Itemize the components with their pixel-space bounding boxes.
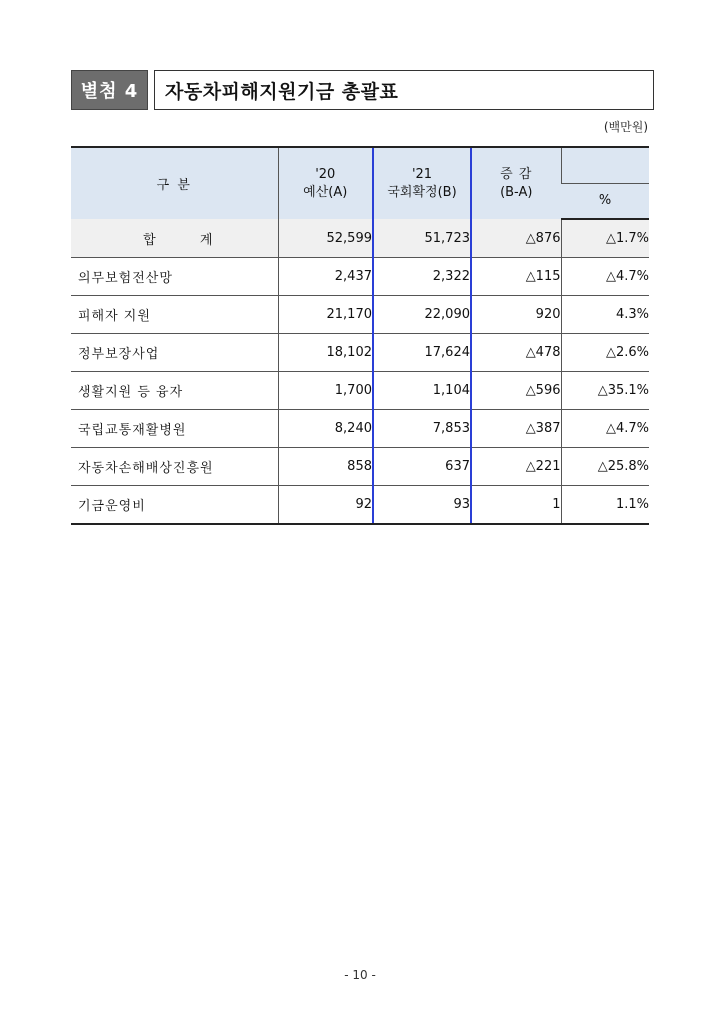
cell-change: △387	[471, 410, 561, 448]
unit-label: (백만원)	[603, 120, 648, 134]
row-label: 국립교통재활병원	[71, 410, 278, 448]
cell-percent: 4.3%	[561, 296, 649, 334]
page-number: - 10 -	[344, 968, 376, 982]
cell-percent: △25.8%	[561, 448, 649, 486]
cell-budget-2020: 18,102	[278, 334, 373, 372]
attachment-badge: 별첨 4	[71, 70, 148, 110]
table-row	[71, 334, 649, 372]
header-change-blank	[561, 147, 649, 183]
cell-confirmed-2021: 17,624	[373, 334, 471, 372]
cell-change: △876	[471, 219, 561, 258]
cell-budget-2020: 8,240	[278, 410, 373, 448]
title-row	[71, 70, 654, 110]
cell-change: △596	[471, 372, 561, 410]
header-budget-2020: '20 예산(A)	[278, 147, 373, 219]
header-confirmed-2021: '21 국회확정(B)	[373, 147, 471, 219]
table-row	[71, 296, 649, 334]
cell-confirmed-2021: 93	[373, 486, 471, 525]
cell-confirmed-2021: 1,104	[373, 372, 471, 410]
row-label: 자동차손해배상진흥원	[71, 448, 278, 486]
cell-budget-2020: 1,700	[278, 372, 373, 410]
cell-percent: △35.1%	[561, 372, 649, 410]
cell-budget-2020: 858	[278, 448, 373, 486]
table-row	[71, 410, 649, 448]
row-label: 합 계	[71, 219, 278, 258]
row-label: 정부보장사업	[71, 334, 278, 372]
cell-percent: △4.7%	[561, 410, 649, 448]
cell-change: 1	[471, 486, 561, 525]
header-percent: %	[561, 183, 649, 219]
total-row	[71, 219, 649, 258]
cell-change: △221	[471, 448, 561, 486]
cell-confirmed-2021: 637	[373, 448, 471, 486]
row-label: 의무보험전산망	[71, 258, 278, 296]
cell-percent: △4.7%	[561, 258, 649, 296]
header-category: 구 분	[71, 147, 278, 219]
table-row	[71, 258, 649, 296]
cell-confirmed-2021: 2,322	[373, 258, 471, 296]
cell-change: 920	[471, 296, 561, 334]
cell-confirmed-2021: 51,723	[373, 219, 471, 258]
cell-budget-2020: 52,599	[278, 219, 373, 258]
cell-confirmed-2021: 7,853	[373, 410, 471, 448]
cell-percent: 1.1%	[561, 486, 649, 525]
cell-percent: △1.7%	[561, 219, 649, 258]
cell-budget-2020: 21,170	[278, 296, 373, 334]
header-change: 증 감 (B-A)	[471, 147, 561, 219]
summary-table	[71, 146, 649, 525]
cell-budget-2020: 92	[278, 486, 373, 525]
cell-confirmed-2021: 22,090	[373, 296, 471, 334]
table-row	[71, 372, 649, 410]
row-label: 기금운영비	[71, 486, 278, 525]
row-label: 생활지원 등 융자	[71, 372, 278, 410]
row-label: 피해자 지원	[71, 296, 278, 334]
page-title: 자동차피해지원기금 총괄표	[154, 70, 654, 110]
cell-change: △115	[471, 258, 561, 296]
cell-percent: △2.6%	[561, 334, 649, 372]
cell-budget-2020: 2,437	[278, 258, 373, 296]
table-row	[71, 486, 649, 525]
cell-change: △478	[471, 334, 561, 372]
table-row	[71, 448, 649, 486]
